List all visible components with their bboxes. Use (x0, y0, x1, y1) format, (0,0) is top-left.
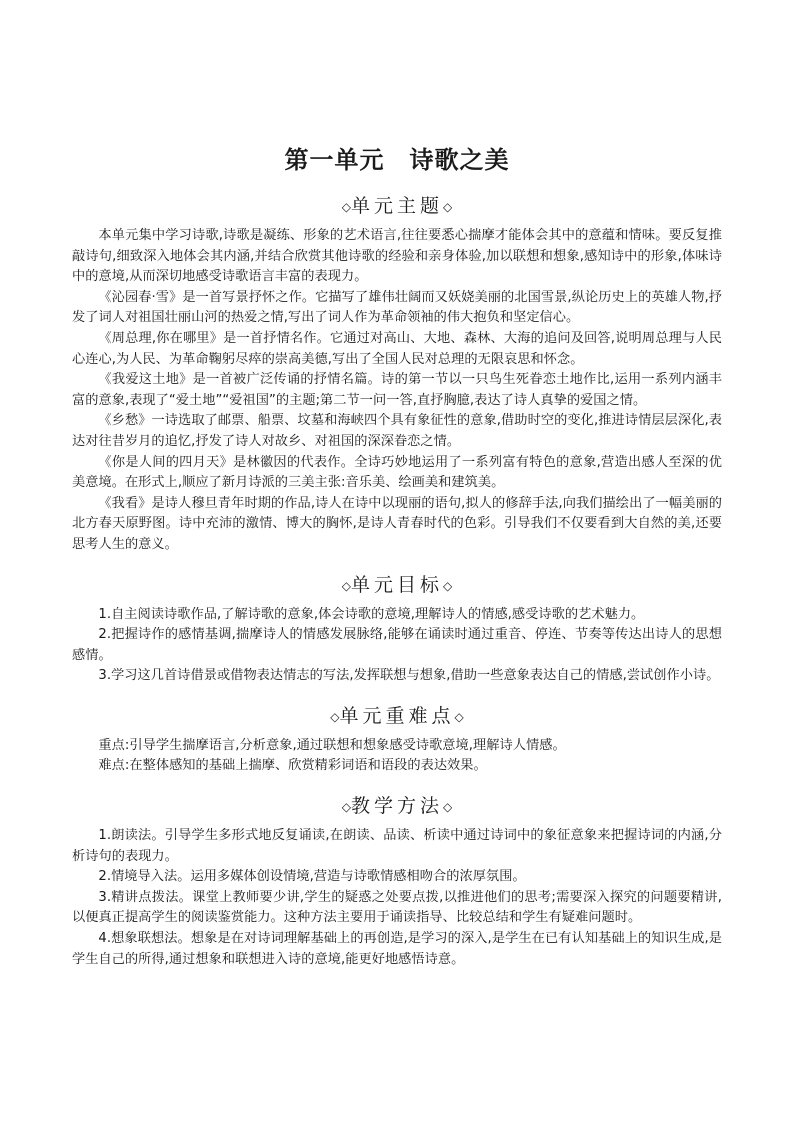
section-unit-theme (72, 191, 722, 556)
diamond-icon: ◇ (443, 578, 453, 593)
paragraph: 《我看》是诗人穆旦青年时期的作品,诗人在诗中以现丽的语句,拟人的修辞手法,向我们描绘出了一幅美丽的北方春天原野图。诗中充沛的激情、博大的胸怀,是诗人青春时代的色彩。引导我们不仅要看到大自然的美,还要思考人生的意义。 (72, 495, 722, 552)
section-heading-text: 单元重难点 (339, 704, 455, 727)
diamond-icon: ◇ (443, 200, 453, 214)
section-heading (72, 701, 722, 728)
paragraph: 2.情境导入法。运用多媒体创设情境,营造与诗歌情感相吻合的浓厚氛围。 (98, 869, 526, 885)
paragraph: 《我爱这土地》是一首被广泛传诵的抒情名篇。诗的第一节以一只鸟生死眷恋土地作比,运用一系列内涵丰富的意象,表现了“爱土地”“爱祖国”的主题;第二节一问一答,直抒胸臆,表达了诗人真挚的爱国之情。 (72, 372, 722, 408)
paragraph: 3.学习这几首诗借景或借物表达情志的写法,发挥联想与想象,借助一些意象表达自己的情感,尝试创作小诗。 (98, 668, 720, 684)
section-heading (72, 570, 722, 597)
paragraph: 1.朗读法。引导学生多形式地反复诵读,在朗读、品读、析读中通过诗词中的象征意象来把握诗词的内涵,分析诗句的表现力。 (72, 828, 722, 864)
paragraph: 2.把握诗作的感情基调,揣摩诗人的情感发展脉络,能够在诵读时通过重音、停连、节奏等传达出诗人的思想感情。 (72, 627, 722, 663)
diamond-icon: ◇ (341, 578, 351, 593)
paragraph: 3.精讲点拨法。课堂上教师要少讲,学生的疑惑之处要点拨,以推进他们的思考;需要深入探究的问题要精讲,以便真正提高学生的阅读鉴赏能力。这种方法主要用于诵读指导、比较总结和学生有疑难问题时。 (72, 889, 722, 926)
paragraph: 1.自主阅读诗歌作品,了解诗歌的意象,体会诗歌的意境,理解诗人的情感,感受诗歌的艺术魅力。 (98, 606, 645, 622)
paragraph: 4.想象联想法。想象是在对诗词理解基础上的再创造,是学习的深入,是学生在已有认知基础上的知识生成,是学生自己的所得,通过想象和联想进入诗的意境,能更好地感悟诗意。 (72, 931, 722, 967)
paragraph: 难点:在整体感知的基础上揣摩、欣赏精彩词语和语段的表达效果。 (98, 758, 487, 774)
paragraph: 《沁园春·雪》是一首写景抒怀之作。它描写了雄伟壮阔而又妖娆美丽的北国雪景,纵论历史上的英雄人物,抒发了词人对祖国壮丽山河的热爱之情,写出了词人作为革命领袖的伟大抱负和坚定信心。 (72, 289, 722, 326)
paragraph: 重点:引导学生揣摩语言,分析意象,通过联想和想象感受诗歌意境,理解诗人情感。 (98, 737, 566, 753)
document-page (72, 140, 722, 970)
diamond-icon: ◇ (330, 709, 340, 724)
diamond-icon: ◇ (443, 800, 453, 815)
diamond-icon: ◇ (341, 800, 351, 815)
diamond-icon: ◇ (341, 200, 351, 214)
section-heading (72, 191, 722, 218)
section-teaching-methods (72, 791, 722, 970)
section-heading-text: 单元主题 (350, 195, 443, 217)
section-heading-text: 教学方法 (350, 795, 443, 818)
section-unit-goals (72, 570, 722, 687)
paragraph: 《周总理,你在哪里》是一首抒情名作。它通过对高山、大地、森林、大海的追问及回答,说明周总理与人民心连心,为人民、为革命鞠躬尽瘁的崇高美德,写出了全国人民对总理的无限哀思和怀念。 (72, 330, 722, 367)
paragraph: 《乡愁》一诗选取了邮票、船票、坟墓和海峡四个具有象征性的意象,借助时空的变化,推进诗情层层深化,表达对往昔岁月的追忆,抒发了诗人对故乡、对祖国的深深眷恋之情。 (72, 413, 722, 449)
section-heading (72, 791, 722, 818)
paragraph: 本单元集中学习诗歌,诗歌是凝练、形象的艺术语言,往往要悉心揣摩才能体会其中的意蕴和情味。要反复推敲诗句,细致深入地体会其内涵,并结合欣赏其他诗歌的经验和亲身体验,加以联想和想象,感知诗中的形象,体味诗中的意境,从而深切地感受诗歌语言丰富的表现力。 (72, 228, 722, 285)
section-key-points (72, 701, 722, 777)
page-title: 第一单元 诗歌之美 (284, 145, 510, 174)
paragraph: 《你是人间的四月天》是林徽因的代表作。全诗巧妙地运用了一系列富有特色的意象,营造出感人至深的优美意境。在形式上,顺应了新月诗派的三美主张:音乐美、绘画美和建筑美。 (72, 454, 722, 491)
section-heading-text: 单元目标 (350, 573, 443, 596)
diamond-icon: ◇ (454, 709, 464, 724)
